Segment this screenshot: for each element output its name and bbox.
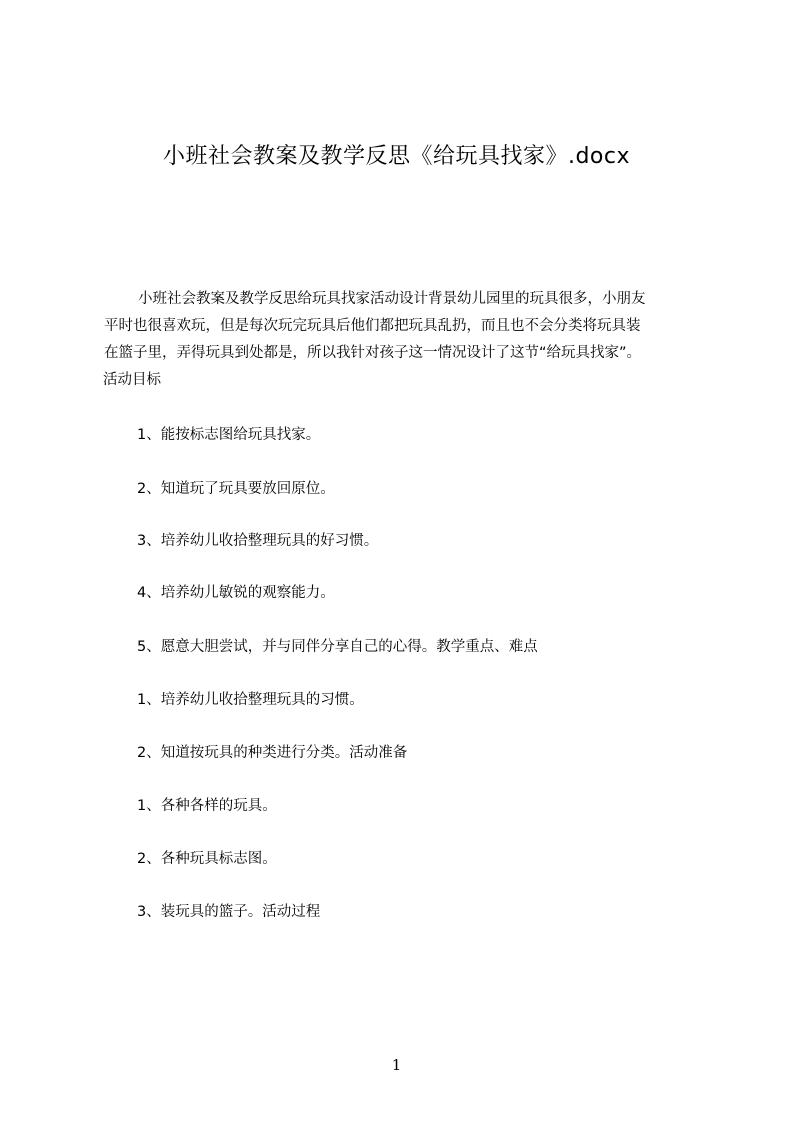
page-number: 1 <box>391 1056 402 1074</box>
list-item: 2、各种玩具标志图。 <box>137 851 277 867</box>
intro-paragraph <box>104 286 694 394</box>
list-item: 5、愿意大胆尝试，并与同伴分享自己的心得。教学重点、难点 <box>137 639 538 655</box>
document-title: 小班社会教案及教学反思《给玩具找家》.docx <box>162 144 631 169</box>
intro-line: 小班社会教案及教学反思给玩具找家活动设计背景幼儿园里的玩具很多，小朋友 <box>138 291 646 307</box>
list-item: 3、培养幼儿收拾整理玩具的好习惯。 <box>137 533 379 549</box>
list-item: 3、装玩具的篮子。活动过程 <box>137 904 321 920</box>
intro-line: 在篮子里，弄得玩具到处都是，所以我针对孩子这一情况设计了这节“给玩具找家”。 <box>104 345 642 361</box>
list-item: 1、各种各样的玩具。 <box>137 798 277 814</box>
list-item: 4、培养幼儿敏锐的观察能力。 <box>137 585 335 601</box>
section-heading-activity-goals: 活动目标 <box>103 372 161 388</box>
list-item: 1、能按标志图给玩具找家。 <box>137 427 321 443</box>
list-item: 2、知道玩了玩具要放回原位。 <box>137 481 335 497</box>
intro-line: 平时也很喜欢玩，但是每次玩完玩具后他们都把玩具乱扔，而且也不会分类将玩具装 <box>104 318 641 334</box>
list-item: 1、培养幼儿收拾整理玩具的习惯。 <box>137 692 364 708</box>
list-item: 2、知道按玩具的种类进行分类。活动准备 <box>137 745 408 761</box>
